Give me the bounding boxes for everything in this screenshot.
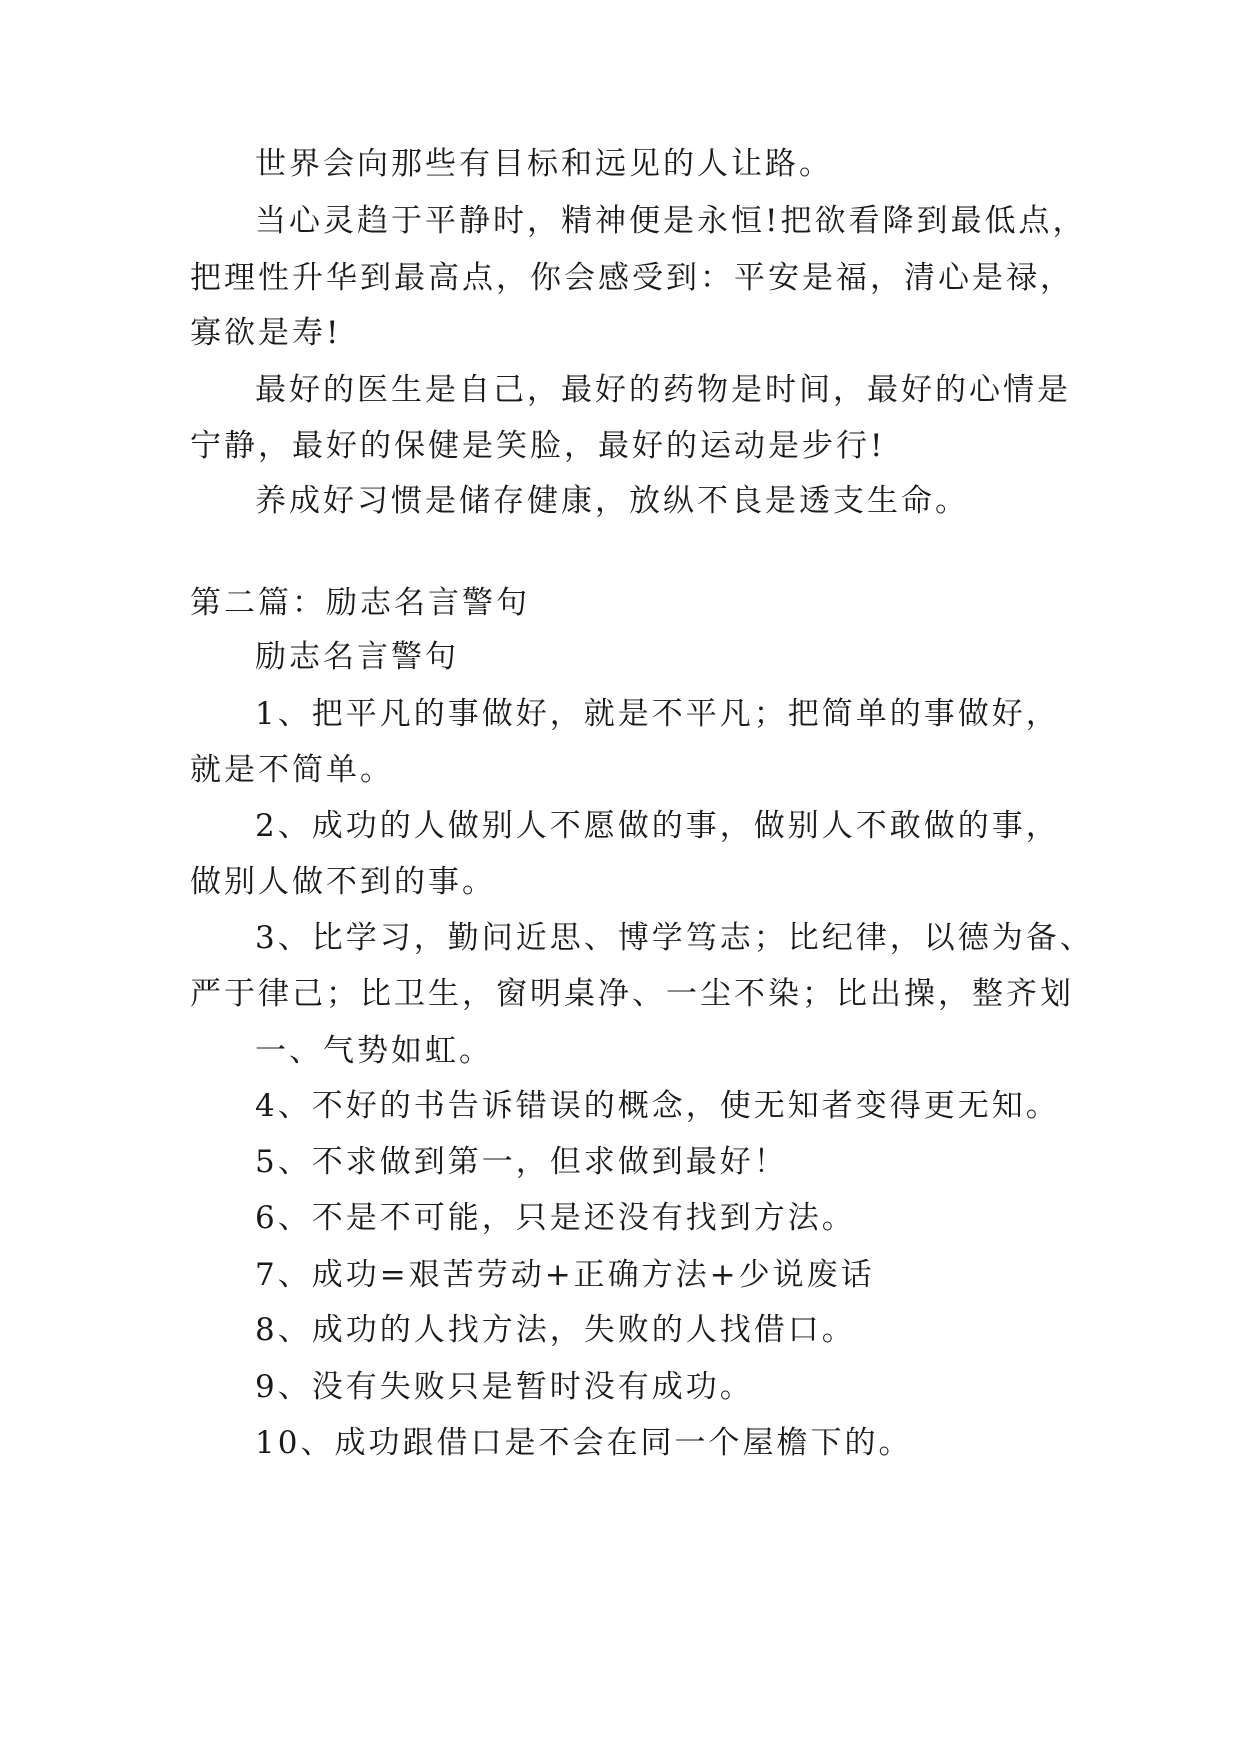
paragraph-line: 当心灵趋于平静时，精神便是永恒!把欲看降到最低点，	[255, 203, 1087, 239]
list-item: 2、成功的人做别人不愿做的事，做别人不敢做的事，	[255, 808, 1060, 844]
list-item: 一、气势如虹。	[255, 1033, 493, 1069]
list-item: 10、成功跟借口是不会在同一个屋檐下的。	[255, 1425, 913, 1461]
list-item: 3、比学习，勤问近思、博学笃志；比纪律，以德为备、	[255, 920, 1094, 956]
paragraph-line: 把理性升华到最高点，你会感受到：平安是福，清心是禄，	[190, 260, 1074, 296]
section-heading: 第二篇：励志名言警句	[190, 585, 530, 621]
list-item: 8、成功的人找方法，失败的人找借口。	[255, 1312, 856, 1348]
list-item: 做别人做不到的事。	[190, 864, 496, 900]
list-item: 1、把平凡的事做好，就是不平凡；把简单的事做好，	[255, 696, 1060, 732]
list-item: 6、不是不可能，只是还没有找到方法。	[255, 1200, 856, 1236]
list-item: 9、没有失败只是暂时没有成功。	[255, 1369, 754, 1405]
list-item: 4、不好的书告诉错误的概念，使无知者变得更无知。	[255, 1088, 1060, 1124]
list-item: 就是不简单。	[190, 752, 394, 788]
list-item: 5、不求做到第一，但求做到最好！	[255, 1144, 788, 1180]
paragraph-line: 最好的医生是自己，最好的药物是时间，最好的心情是	[255, 372, 1071, 408]
list-item: 7、成功=艰苦劳动+正确方法+少说废话	[255, 1257, 875, 1293]
paragraph-line: 寡欲是寿!	[190, 315, 342, 351]
paragraph-line: 世界会向那些有目标和远见的人让路。	[255, 146, 833, 182]
paragraph-line: 宁静，最好的保健是笑脸，最好的运动是步行!	[190, 428, 886, 464]
list-item: 严于律己；比卫生，窗明桌净、一尘不染；比出操，整齐划	[190, 976, 1074, 1012]
paragraph-line: 养成好习惯是储存健康，放纵不良是透支生命。	[255, 483, 969, 519]
section-subheading: 励志名言警句	[255, 639, 459, 675]
